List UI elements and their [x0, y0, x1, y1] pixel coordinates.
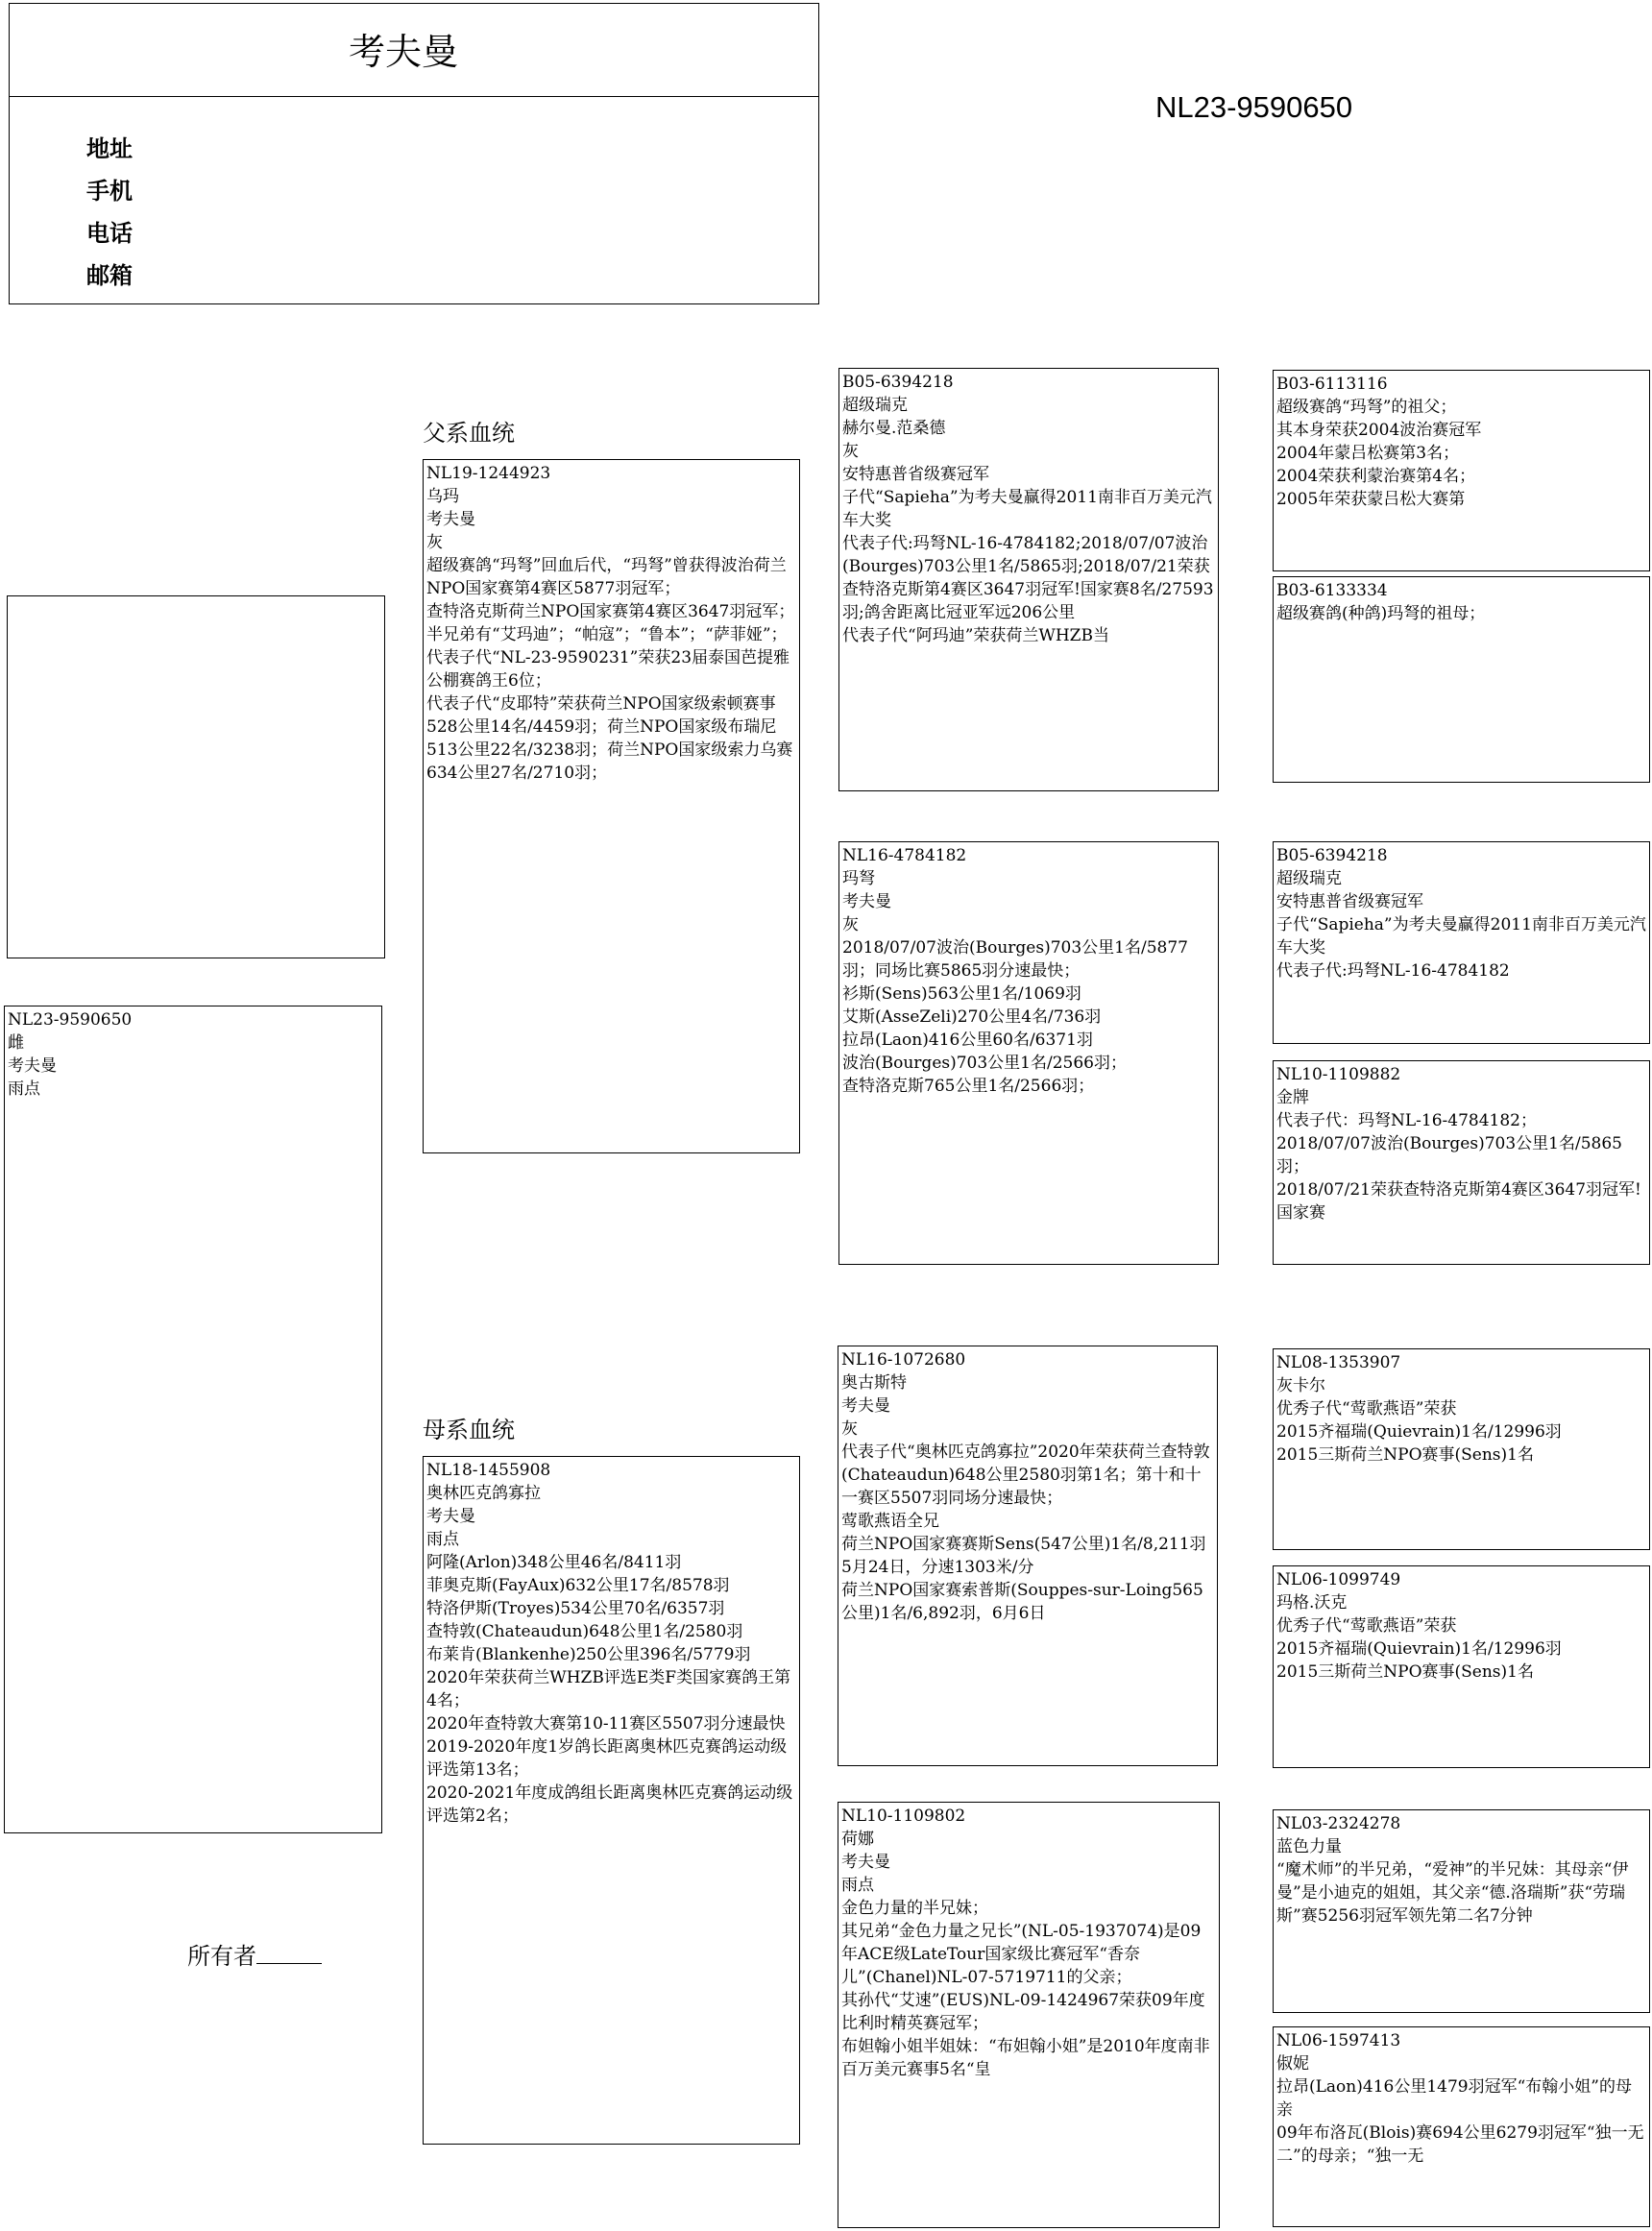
- dam-box: NL18-1455908 奥林匹克鸽寡拉 考夫曼 雨点 阿隆(Arlon)348公里46名/8411羽 菲奥克斯(FayAux)632公里17名/8578羽 特洛伊斯(Troyes)534公里70名/6357羽 查特敦(Chateaudun)648公里1名/2580羽 布莱肯(Blankenhe)250公里396名/5779羽 2020年荣获荷兰WHZB评选E类F类国家赛鸽王第4名； 2020年查特敦大赛第10-11赛区5507羽分速最快 2019-2020年度1岁鸽长距离奥林匹克赛鸽运动级评选第13名； 2020-2021年度成鸽组长距离奥林匹克赛鸽运动级评选第2名；: [423, 1456, 800, 2145]
- dds-box: NL03-2324278 蓝色力量 “魔术师”的半兄弟，“爱神”的半兄妹：其母亲“伊曼”是小迪克的姐姐，其父亲“德.洛瑞斯”获“劳瑞斯”赛5256羽冠军领先第二名7分钟: [1273, 1809, 1650, 2013]
- ssd-box: B03-6133334 超级赛鸽(种鸽)玛弩的祖母；: [1273, 576, 1650, 783]
- photo-frame: [7, 595, 385, 958]
- contact-address-label: 地址: [86, 135, 133, 162]
- sds-box: B05-6394218 超级瑞克 安特惠普省级赛冠军 子代“Sapieha”为考夫曼赢得2011南非百万美元汽车大奖 代表子代:玛弩NL-16-4784182: [1273, 841, 1650, 1044]
- dam-dam-box: NL10-1109802 荷娜 考夫曼 雨点 金色力量的半兄妹； 其兄弟“金色力量之兄长”(NL-05-1937074)是09年ACE级LateTour国家级比赛冠军“香奈儿”(Chanel)NL-07-5719711的父亲； 其孙代“艾速”(EUS)NL-09-1424967荣获09年度比利时精英赛冠军； 布妲翰小姐半姐妹：“布妲翰小姐”是2010年度南非百万美元赛事5名“皇: [838, 1802, 1220, 2228]
- dam-section-title: 母系血统: [423, 1417, 515, 1443]
- kennel-name: 考夫曼: [348, 31, 458, 73]
- dam-sire-box: NL16-1072680 奥古斯特 考夫曼 灰 代表子代“奥林匹克鸽寡拉”2020年荣获荷兰查特敦(Chateaudun)648公里2580羽第1名；第十和十一赛区5507羽同场分速最快； 莺歌燕语全兄 荷兰NPO国家赛赛斯Sens(547公里)1名/8,211羽5月24日，分速1303米/分 荷兰NPO国家赛索普斯(Souppes-sur-Loing565公里)1名/6,892羽，6月6日: [838, 1346, 1218, 1766]
- owner-field: [187, 1942, 322, 1971]
- dsd-box: NL06-1099749 玛格.沃克 优秀子代“莺歌燕语”荣获 2015齐福瑞(Quievrain)1名/12996羽 2015三斯荷兰NPO赛事(Sens)1名: [1273, 1565, 1650, 1768]
- sire-sire-box: B05-6394218 超级瑞克 赫尔曼.范桑德 灰 安特惠普省级赛冠军 子代“Sapieha”为考夫曼赢得2011南非百万美元汽车大奖 代表子代:玛弩NL-16-4784182;2018/07/07波治(Bourges)703公里1名/5865羽;2018/07/21荣获查特洛克斯第4赛区3647羽冠军!国家赛8名/27593羽;鸽舍距离比冠亚军远206公里 代表子代“阿玛迪”荣获荷兰WHZB当: [838, 368, 1219, 791]
- ring-number: NL23-9590650: [1155, 90, 1353, 124]
- owner-label: 所有者: [187, 1943, 256, 1970]
- ddd-box: NL06-1597413 俶妮 拉昂(Laon)416公里1479羽冠军“布翰小姐”的母亲 09年布洛瓦(Blois)赛694公里6279羽冠军“独一无二”的母亲；“独一无: [1273, 2026, 1650, 2227]
- contact-phone-label: 电话: [86, 220, 133, 247]
- sire-dam-box: NL16-4784182 玛弩 考夫曼 灰 2018/07/07波治(Bourges)703公里1名/5877羽；同场比赛5865羽分速最快； 衫斯(Sens)563公里1名/1069羽 艾斯(AsseZeli)270公里4名/736羽 拉昂(Laon)416公里60名/6371羽 波治(Bourges)703公里1名/2566羽； 查特洛克斯765公里1名/2566羽；: [838, 841, 1219, 1265]
- sire-box: NL19-1244923 乌玛 考夫曼 灰 超级赛鸽“玛弩”回血后代，“玛弩”曾获得波治荷兰NPO国家赛第4赛区5877羽冠军； 查特洛克斯荷兰NPO国家赛第4赛区3647羽冠军； 半兄弟有“艾玛迪”；“帕寇”；“鲁本”；“萨菲娅”； 代表子代“NL-23-9590231”荣获23届泰国芭提雅公棚赛鸽王6位； 代表子代“皮耶特”荣获荷兰NPO国家级索顿赛事528公里14名/4459羽；荷兰NPO国家级布瑞尼513公里22名/3238羽；荷兰NPO国家级索力乌赛634公里27名/2710羽；: [423, 459, 800, 1153]
- sire-section-title: 父系血统: [423, 420, 515, 447]
- contact-email-label: 邮箱: [86, 262, 133, 289]
- header-box: [9, 3, 819, 304]
- sss-box: B03-6113116 超级赛鸽“玛弩”的祖父； 其本身荣获2004波治赛冠军 2004年蒙吕松赛第3名； 2004荣获利蒙治赛第4名； 2005年荣获蒙吕松大赛第: [1273, 370, 1650, 571]
- owner-signature-line: [256, 1942, 322, 1964]
- subject-box: NL23-9590650 雌 考夫曼 雨点: [4, 1006, 382, 1833]
- sdd-box: NL10-1109882 金牌 代表子代：玛弩NL-16-4784182； 2018/07/07波治(Bourges)703公里1名/5865羽； 2018/07/21荣获查特洛克斯第4赛区3647羽冠军!国家赛: [1273, 1060, 1650, 1265]
- dss-box: NL08-1353907 灰卡尔 优秀子代“莺歌燕语”荣获 2015齐福瑞(Quievrain)1名/12996羽 2015三斯荷兰NPO赛事(Sens)1名: [1273, 1348, 1650, 1550]
- contact-mobile-label: 手机: [86, 178, 133, 205]
- header-divider: [10, 96, 818, 97]
